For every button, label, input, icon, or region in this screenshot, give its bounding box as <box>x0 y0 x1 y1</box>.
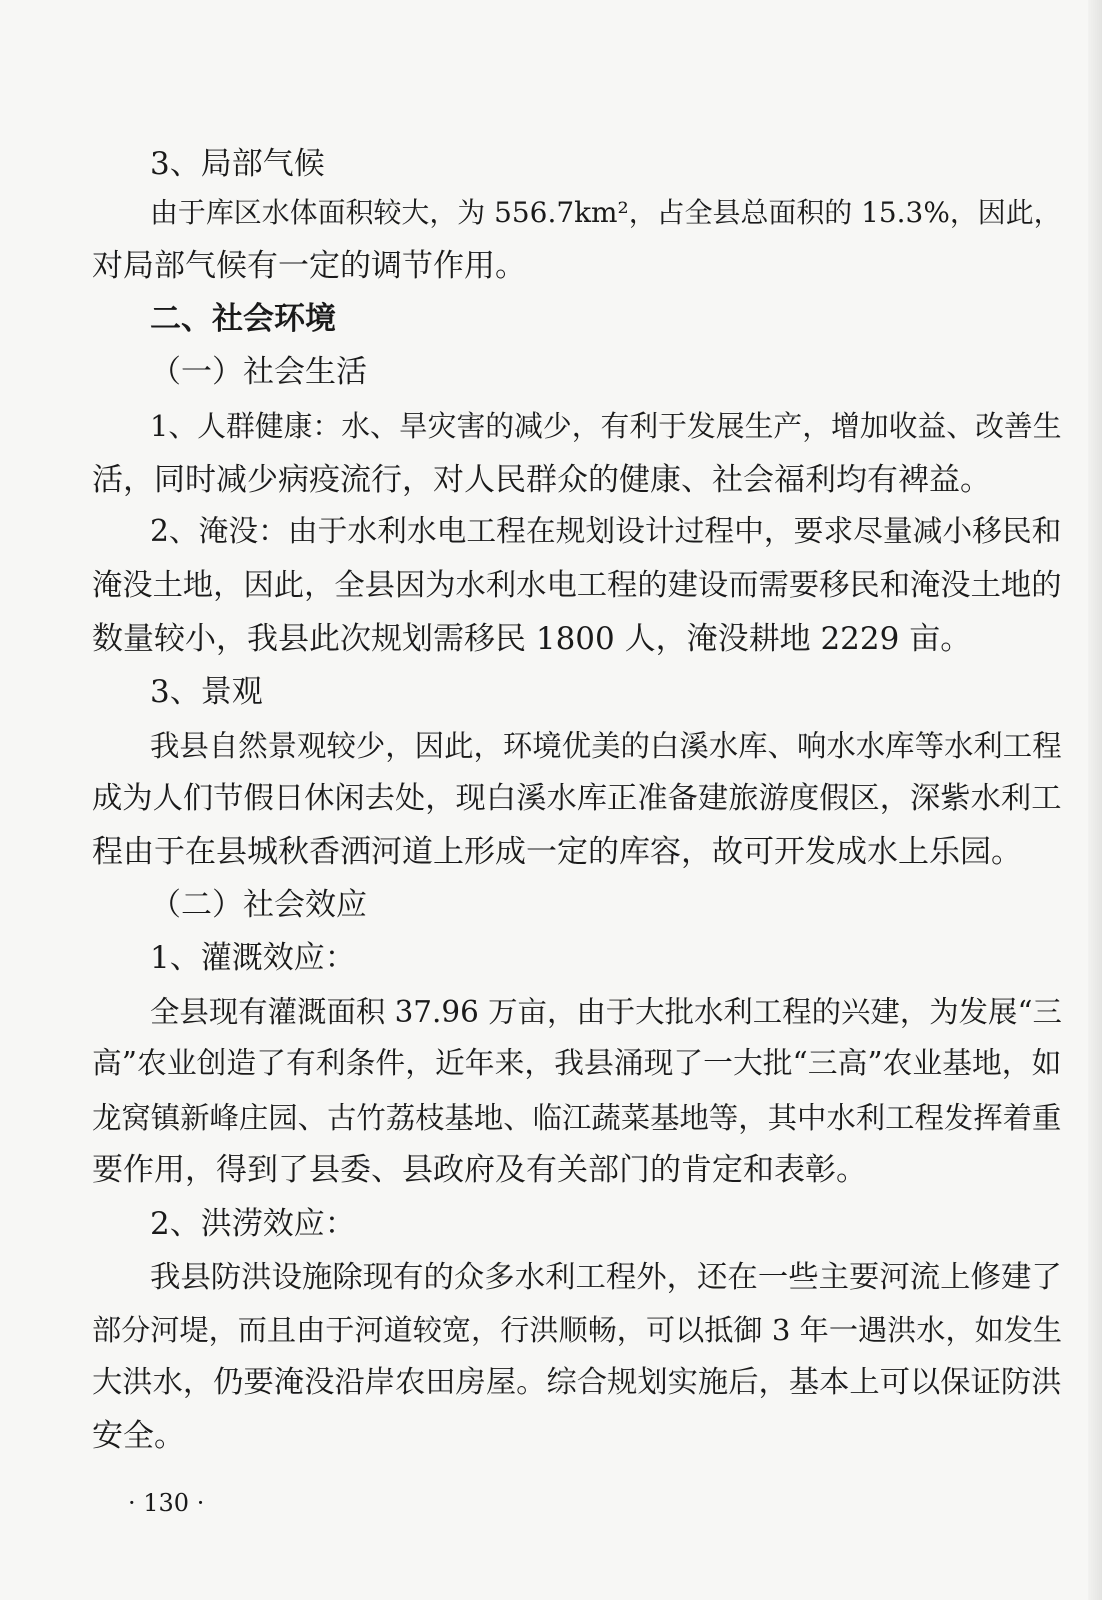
subheading-landscape: 3、景观 <box>150 674 263 710</box>
paragraph-line: 要作用，得到了县委、县政府及有关部门的肯定和表彰。 <box>92 1152 867 1188</box>
paragraph-line: 数量较小，我县此次规划需移民 1800 人，淹没耕地 2229 亩。 <box>92 621 972 657</box>
paragraph-line: 我县防洪设施除现有的众多水利工程外，还在一些主要河流上修建了 <box>150 1260 1062 1295</box>
subsection-heading-social-life: （一）社会生活 <box>150 354 367 390</box>
subheading-local-climate: 3、局部气候 <box>150 146 325 182</box>
paragraph-line: 1、人群健康：水、旱灾害的减少，有利于发展生产，增加收益、改善生 <box>150 409 1062 443</box>
paragraph-line: 龙窝镇新峰庄园、古竹荔枝基地、临江蔬菜基地等，其中水利工程发挥着重 <box>92 1101 1062 1135</box>
paragraph-line: 我县自然景观较少，因此，环境优美的白溪水库、响水水库等水利工程 <box>150 729 1062 763</box>
section-heading-social-environment: 二、社会环境 <box>150 301 336 337</box>
paragraph-line: 成为人们节假日休闲去处，现白溪水库正准备建旅游度假区，深紫水利工 <box>92 781 1062 816</box>
paragraph-line: 部分河堤，而且由于河道较宽，行洪顺畅，可以抵御 3 年一遇洪水，如发生 <box>92 1313 1063 1347</box>
subheading-irrigation: 1、灌溉效应： <box>150 940 356 976</box>
paragraph-line: 高”农业创造了有利条件，近年来，我县涌现了一大批“三高”农业基地，如 <box>92 1046 1062 1081</box>
paragraph-line: 大洪水，仍要淹没沿岸农田房屋。综合规划实施后，基本上可以保证防洪 <box>92 1365 1062 1400</box>
page-number: · 130 · <box>128 1489 205 1517</box>
paragraph-line: 由于库区水体面积较大，为 556.7km²，占全县总面积的 15.3%，因此， <box>150 196 1062 229</box>
page-spine-shadow <box>1088 0 1102 1600</box>
subheading-flood: 2、洪涝效应： <box>150 1206 356 1242</box>
paragraph-line: 全县现有灌溉面积 37.96 万亩，由于大批水利工程的兴建，为发展“三 <box>150 995 1062 1029</box>
paragraph-line: 淹没土地，因此，全县因为水利水电工程的建设而需要移民和淹没土地的 <box>92 568 1062 603</box>
subsection-heading-social-effect: （二）社会效应 <box>150 887 367 923</box>
paragraph-line: 对局部气候有一定的调节作用。 <box>92 248 526 284</box>
paragraph-line: 活，同时减少病疫流行，对人民群众的健康、社会福利均有裨益。 <box>92 462 991 498</box>
paragraph-line: 2、淹没：由于水利水电工程在规划设计过程中，要求尽量减小移民和 <box>150 514 1062 549</box>
paragraph-line: 安全。 <box>92 1418 185 1454</box>
paragraph-line: 程由于在县城秋香洒河道上形成一定的库容，故可开发成水上乐园。 <box>92 834 1022 870</box>
